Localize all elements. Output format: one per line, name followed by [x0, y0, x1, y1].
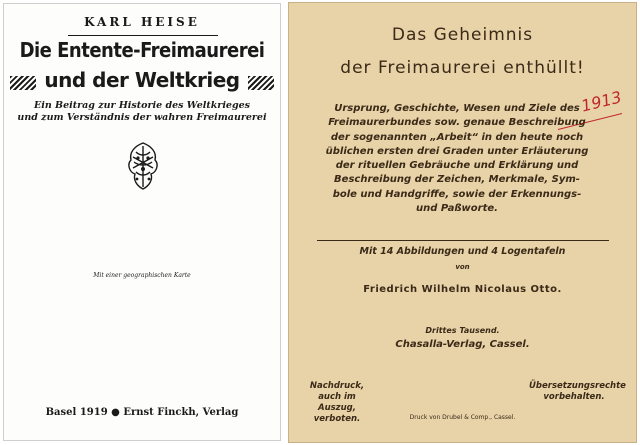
description-line: Ursprung, Geschichte, Wesen und Ziele des [334, 103, 580, 114]
handwritten-year-annotation: 1913 [579, 87, 624, 116]
right-author: Friedrich Wilhelm Nicolaus Otto. [363, 284, 562, 295]
left-imprint: Basel 1919 ● Ernst Finckh, Verlag [45, 407, 239, 418]
left-title-line2: und der Weltkrieg [44, 68, 240, 92]
von-line: von [455, 263, 470, 271]
left-author: KARL HEISE [84, 15, 200, 29]
right-title-line1: Das Geheimnis [391, 25, 534, 45]
publisher-emblem-icon [121, 140, 165, 192]
description-line: Beschreibung der Zeichen, Merkmale, Sym- [334, 174, 580, 186]
footer-right-notice: Übersetzungsrechte vorbehalten. [529, 381, 626, 402]
publisher-line: Chasalla-Verlag, Cassel. [395, 339, 530, 350]
right-title-line2: der Freimaurerei enthüllt! [340, 58, 585, 78]
footer-left-notice: Nachdruck, auch im Auszug, verboten. [309, 381, 365, 424]
left-title-page [3, 3, 281, 441]
map-note: Mit einer geographischen Karte [93, 272, 191, 279]
left-subtitle-line2: und zum Verständnis der wahren Freimaurerei [17, 112, 267, 123]
left-top-rule [68, 35, 218, 36]
description-line: üblichen ersten drei Graden unter Erläuterung [325, 145, 589, 157]
description-line: der sogenannten „Arbeit“ in den heute noch [330, 131, 584, 143]
description-block [307, 102, 607, 216]
description-line: Freimaurerbundes sow. genaue Beschreibung [328, 117, 586, 129]
description-line: bole und Handgriffe, sowie der Erkennungs- [332, 188, 582, 200]
right-title-page [288, 2, 637, 443]
description-line: und Paßworte. [416, 203, 498, 215]
left-subtitle-line1: Ein Beitrag zur Historie des Weltkrieges [33, 100, 251, 111]
illustrations-line: Mit 14 Abbildungen und 4 Logentafeln [359, 246, 566, 257]
description-line: der rituellen Gebräuche und Erklärung und [335, 160, 579, 172]
right-divider-rule [317, 240, 609, 241]
edition-line: Drittes Tausend. [425, 326, 500, 335]
printer-line: Druck von Drubel & Comp., Cassel. [409, 414, 516, 421]
left-title-line1: Die Entente-Freimaurerei [19, 38, 265, 62]
